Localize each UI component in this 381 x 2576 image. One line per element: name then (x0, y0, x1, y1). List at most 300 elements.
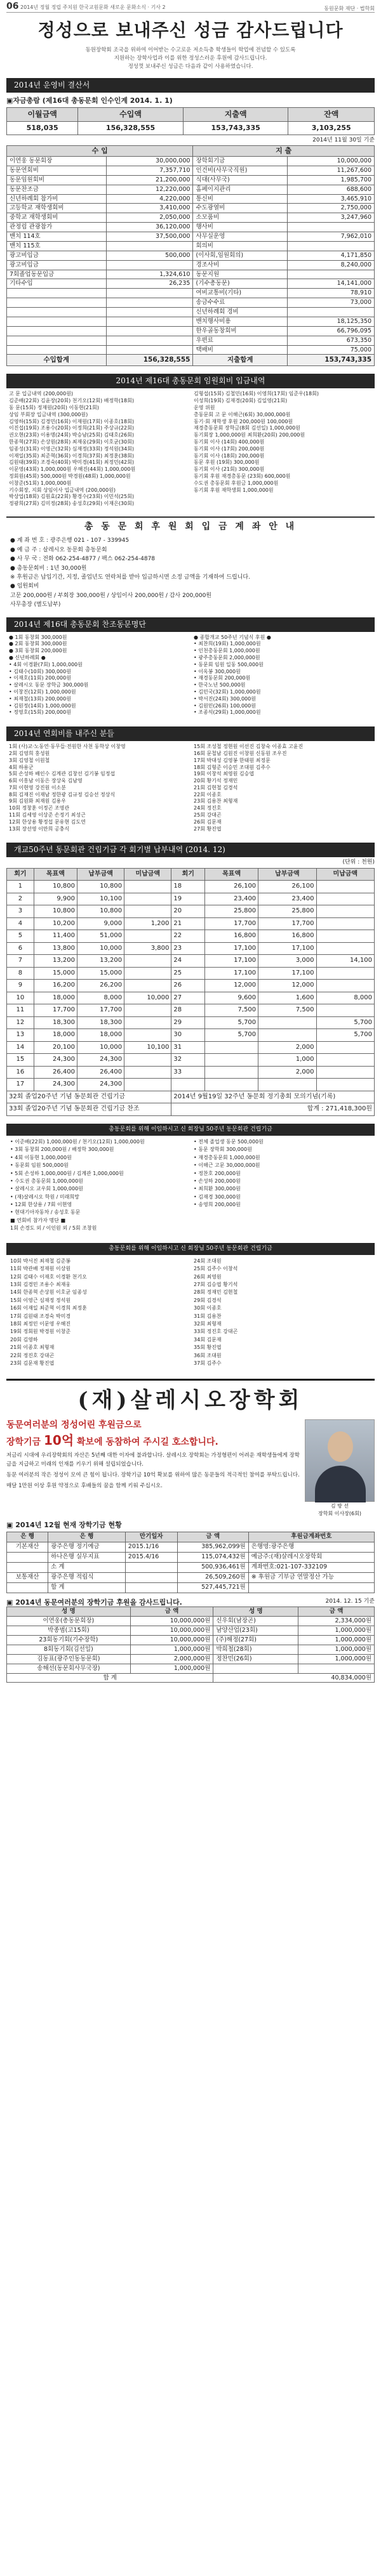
sponsor-line: • 이재호(11회) 200,000원 (9, 675, 71, 681)
donors-title: ▣ 2014년 동문여러분의 장학기금 후원을 감사드립니다. (6, 1598, 182, 1607)
member-line: 10회 정창훈 이정곤 조영관 (9, 805, 70, 812)
donors-header-row (7, 1607, 375, 1617)
salesian-paragraph: 매달 1만원 이상 후원 약정으로 후배들의 꿈을 함께 키워 주십시오. (6, 1482, 163, 1489)
table-cell: 2015.4/16 (125, 1552, 177, 1562)
table-cell (316, 942, 374, 955)
column-header: 은 행 (48, 1532, 126, 1542)
table-cell: 32 (171, 1054, 205, 1067)
sponsor-line: ● 종합개교 50주년 기념식 후원 ● (194, 634, 271, 640)
income-item: 7회졸업동문입금 (7, 270, 107, 279)
table-cell: 20,100 (34, 1041, 77, 1054)
table-cell: 10,200 (34, 917, 77, 930)
ledger-row (7, 270, 375, 279)
table-cell (205, 1054, 258, 1067)
officer-line: 박상업(18회) 김원효(22회) 황경수(23회) 이민석(25회) (9, 494, 134, 500)
ledger-row (7, 204, 375, 213)
income-amount (106, 317, 193, 326)
account-line: ● 임원회비 (10, 583, 39, 590)
table-cell (316, 1041, 374, 1054)
list-line: 12회 김태수 이재호 이경환 천기오 (10, 1273, 87, 1280)
ledger-row (7, 223, 375, 232)
member-line: 21회 김현철 김경석 (194, 784, 238, 791)
officer-line: 임종성(31회) 이영근(32회) 심재정(33회) 정석원(34회) (9, 445, 134, 452)
ledger-row (7, 213, 375, 223)
sponsor-line: • 한국노년 500,000원 (194, 682, 246, 688)
table-cell: 25,800 (205, 905, 258, 918)
salesian-lead (6, 1419, 300, 1450)
payment-header-row (7, 868, 375, 881)
settlement-subtitle: ▣자금총람 (제16대 총동문회 인수인계 2014. 1. 1) (6, 96, 173, 105)
payment-row (7, 1029, 375, 1042)
table-cell (316, 917, 374, 930)
ledger-row (7, 157, 375, 166)
table-cell (248, 1582, 374, 1593)
table-cell: 은행명:광주은행 (248, 1542, 374, 1552)
table-cell: 17,700 (34, 1004, 77, 1017)
scholarship-row (7, 1542, 375, 1552)
member-line: 8회 김재진 이재남 정한광 김규정 김승선 정상식 (9, 791, 116, 798)
payment-table (6, 868, 375, 1116)
expense-amount: 4,171,850 (288, 251, 375, 260)
table-cell (125, 1562, 177, 1572)
officer-line: 김영하(15회) 김경민(16회) 이재원(17회) 이종호(18회) (9, 418, 134, 424)
list-line: • 재경총동문회 1,000,000원 (194, 1154, 260, 1160)
expense-item: 송금수수료 (193, 298, 288, 308)
officer-line: 한종혁(27회) 손상원(28회) 최재웅(29회) 이호균(30회) (9, 438, 134, 445)
table-cell: 5 (7, 930, 34, 943)
list-line: 37회 김주수 (194, 1360, 222, 1366)
income-item (7, 289, 107, 298)
member-line: 22회 이종호 (194, 791, 222, 798)
salesian-paragraph: 동문 여러분의 작은 정성이 모여 큰 힘이 됩니다. 장학기금 10억 확보를 위하여 많은 동문들의 적극적인 참여를 부탁드립니다. (6, 1471, 300, 1478)
column-header: 성 명 (7, 1607, 131, 1617)
officer-line: 이성희(19회) 김재경(20회) 김일영(21회) (194, 398, 288, 404)
table-cell: 18,300 (34, 1016, 77, 1029)
sponsor-line: • 광주총동문회 2,000,000원 (194, 654, 260, 660)
header-left-text: 2014년 정월 정립 주치원 한국교원문화 새로운 문화소식 · 기사 2 (20, 4, 166, 10)
sponsor-line: • 살레시오 동문 장학금 300,000원 (9, 682, 89, 688)
donors-table (6, 1607, 375, 1683)
table-cell: 7 (7, 955, 34, 968)
table-cell: 8,000 (77, 992, 124, 1004)
scholarship-row (7, 1552, 375, 1562)
expense-amount: 11,267,600 (288, 166, 375, 175)
income-item (7, 326, 107, 336)
income-item: 광고비입금 (7, 260, 107, 270)
table-cell: 10,800 (77, 905, 124, 918)
table-cell: 13,200 (34, 955, 77, 968)
officer-line: 동기회장 1,000,000원 최희환(20회) 200,000원 (194, 432, 305, 438)
officer-line: 동기회 이사 (14회) 400,000원 (194, 438, 265, 445)
payment-row (7, 1079, 375, 1091)
payment-row (7, 942, 375, 955)
payment-row (7, 917, 375, 930)
scholarship-rows (7, 1542, 375, 1593)
list-line: • 12회 한상용 / 7회 이현영 (10, 1202, 72, 1208)
table-cell: (주)해정(27회) (213, 1636, 298, 1645)
table-cell: 8,000 (316, 992, 374, 1004)
list-line: 20회 김영하 (10, 1336, 38, 1343)
table-cell (124, 881, 171, 893)
table-cell (125, 1572, 177, 1582)
payment-row (7, 893, 375, 905)
member-line: 19회 이창석 최영원 김승엽 (194, 771, 255, 777)
officer-line: 동 문(15회) 정재원(20회) 이동현(21회) (9, 404, 99, 411)
table-cell: 24,300 (34, 1079, 77, 1091)
table-cell: 17,100 (258, 942, 316, 955)
income-amount: 30,000,000 (106, 157, 193, 166)
list-line: • 정찬호 200,000원 (194, 1170, 241, 1176)
table-cell: 385,962,099원 (177, 1542, 248, 1552)
table-cell: 17,700 (205, 917, 258, 930)
table-cell (124, 905, 171, 918)
member-line: 27회 황진엽 (194, 825, 222, 832)
member-line: 16회 문철남 김원진 이창원 신동원 조우진 (194, 750, 287, 756)
table-cell (124, 1054, 171, 1067)
table-cell: 15,000 (34, 967, 77, 980)
income-item: 중학교 재학생회비 (7, 213, 107, 223)
expense-item: 수도광열비 (193, 204, 288, 213)
table-cell: 12 (7, 1016, 34, 1029)
list-a-right (194, 1138, 371, 1233)
income-header: 수 입 (7, 146, 193, 157)
list-line: 18회 최정민 이문영 우해진 (10, 1321, 71, 1327)
table-cell: 10,000,000원 (130, 1626, 213, 1636)
ledger-row (7, 185, 375, 194)
payment-row (7, 1066, 375, 1079)
expense-item: 신년하례회 경비 (193, 308, 288, 317)
table-cell: 20 (171, 905, 205, 918)
income-total-label: 수입합계 (7, 355, 107, 366)
column-header: 금 액 (177, 1532, 248, 1542)
income-item (7, 298, 107, 308)
salesian-lead-line: 동문여러분의 정성어린 후원금으로 (6, 1419, 142, 1430)
payment-row (7, 1041, 375, 1054)
table-cell: 5,700 (205, 1029, 258, 1042)
sponsor-line: • 김태수(10회) 300,000원 (9, 668, 71, 674)
expense-amount: 66,796,095 (288, 326, 375, 336)
list-line: • 수도권 총동문회 1,000,000원 (10, 1178, 83, 1184)
summary-value: 153,743,335 (183, 122, 288, 135)
table-cell: 박희철(28회) (213, 1645, 298, 1654)
officers-title: 2014년 제16대 총동문회 임원회비 입금내역 (6, 374, 375, 388)
income-amount: 3,410,000 (106, 204, 193, 213)
officer-line: 운영 위원 (194, 404, 215, 411)
portrait-caption: 김 방 선 (330, 1502, 349, 1509)
column-header: 만기일자 (125, 1532, 177, 1542)
member-line: 25회 강대곤 (194, 812, 222, 818)
expense-header: 지 출 (193, 146, 375, 157)
scholarship-row (7, 1582, 375, 1593)
expense-item: 경조사비 (193, 260, 288, 270)
table-cell: 합 계 (48, 1582, 126, 1593)
expense-item: (기수총동문) (193, 279, 288, 289)
payment-footnote: 32회 졸업20주년 기념 동문회관 건립기금 (7, 1091, 171, 1103)
table-cell: 7,500 (258, 1004, 316, 1017)
list-line: • 동문 장학회 300,000원 (194, 1147, 252, 1153)
table-cell: 17,100 (205, 967, 258, 980)
table-cell (205, 1041, 258, 1054)
column-header: 은 행 (7, 1532, 48, 1542)
column-header: 미납금액 (316, 868, 374, 881)
officer-line: 동기회 이사 (17회) 200,000원 (194, 445, 265, 452)
table-cell (258, 1016, 316, 1029)
table-cell (124, 930, 171, 943)
column-header: 금 액 (298, 1607, 375, 1617)
table-cell (258, 1029, 316, 1042)
sponsors-title: 2014년 제16대 총동문회 찬조동문명단 (6, 617, 375, 632)
income-amount (106, 326, 193, 336)
table-cell (316, 930, 374, 943)
table-cell: 17,100 (205, 942, 258, 955)
table-cell: 527,445,721원 (177, 1582, 248, 1593)
table-cell (124, 967, 171, 980)
table-cell: 29 (171, 1016, 205, 1029)
ledger-row (7, 260, 375, 270)
list-line: • 동문회 임원 500,000원 (10, 1162, 69, 1169)
table-cell: 18 (171, 881, 205, 893)
scholarship-row (7, 1572, 375, 1582)
lead-part: 장학기금 (6, 1437, 44, 1448)
officer-line: 동기회 후원 재경총동문 (23회) 600,000원 (194, 473, 291, 479)
table-cell (258, 1079, 316, 1091)
table-cell: 23회동기회(기수장학) (7, 1636, 131, 1645)
table-cell: 김동표(광주인동동문회) (7, 1654, 131, 1664)
sponsor-line: • 이창진(12회) 1,000,000원 (9, 688, 76, 695)
column-header: 회기 (7, 868, 34, 881)
table-cell: 14 (7, 1041, 34, 1054)
list-line: 11회 박관배 정재원 이상원 (10, 1266, 71, 1272)
payment-row (7, 930, 375, 943)
list-b-right (194, 1258, 371, 1367)
table-cell: 2,000 (258, 1066, 316, 1079)
table-cell: 신우회(남장곤) (213, 1617, 298, 1626)
table-cell: 1,000,000원 (298, 1626, 375, 1636)
list-a-title: 총동문회를 위해 이임하시고 신 회장님 50주년 동문회관 건립기금 (6, 1124, 375, 1136)
salesian-paragraph: 저금리 시대에 우리장학회의 자산은 5년째 대한 이자에 불과합니다. 살레시오 장학회는 가정형편이 어려운 재학생들에게 장학금을 지급하고 미래의 인재를 키우기 위해 설립되었습니다. (6, 1452, 300, 1468)
table-cell: 8회동기회(김선일) (7, 1645, 131, 1654)
scholarship-title: ▣ 2014년 12월 현재 장학기금 현황 (6, 1520, 122, 1529)
column-header: 납부금액 (258, 868, 316, 881)
table-cell: 1,000 (258, 1054, 316, 1067)
list-line: • 이준배(22회) 1,000,000원 / 천기오(12회) 1,000,000원 (10, 1138, 145, 1145)
table-cell (7, 1552, 48, 1562)
income-amount: 21,200,000 (106, 175, 193, 185)
portrait-caption-role: 장학회 이사장(6회) (318, 1510, 361, 1516)
table-cell: 26,400 (77, 1066, 124, 1079)
officer-line: 김준배(22회) 김윤장(20회) 천기오(12회) 배정학(18회) (9, 398, 134, 404)
table-cell: 26,100 (258, 881, 316, 893)
account-line: ● 사 무 국 : 전화 062-254-4877 / 팩스 062-254-4878 (10, 556, 156, 563)
table-cell: 17,700 (77, 1004, 124, 1017)
member-line: 12회 한상용 황정섭 문유현 김도연 (9, 818, 86, 825)
ledger-total-row (7, 355, 375, 366)
table-cell: 이연웅(총동문회장) (7, 1617, 131, 1626)
table-cell (124, 980, 171, 992)
summary-value: 156,328,555 (78, 122, 184, 135)
account-title: 총 동 문 회 후 원 회 입 금 계 좌 안 내 (84, 521, 297, 532)
list-line: 36회 조대원 (194, 1352, 222, 1358)
payment-row (7, 955, 375, 968)
table-cell: 송해선(동문회사무국장) (7, 1664, 131, 1673)
income-item: 기타수입 (7, 279, 107, 289)
table-cell: 13 (7, 1029, 34, 1042)
income-item: 고등학교 재학생회비 (7, 204, 107, 213)
donors-date: 2014. 12. 15 기준 (325, 1598, 375, 1605)
table-cell: 10,100 (124, 1041, 171, 1054)
expense-item: 식대(사무국) (193, 175, 288, 185)
donors-total-value: 40,834,000원 (213, 1673, 375, 1683)
list-b-title: 총동문회를 위해 이임하시고 신 회장님 50주년 동문회관 건립기금 (6, 1243, 375, 1255)
lead-highlight: 10억 (43, 1433, 74, 1449)
table-cell: 31 (171, 1041, 205, 1054)
donors-rows (7, 1617, 375, 1673)
ledger-row (7, 326, 375, 336)
list-line: 35회 황진엽 (194, 1344, 222, 1351)
officer-line: 정광희(27회) 김미정(28회) 송성호(29회) 이재은(30회) (9, 501, 134, 507)
officer-line: 김형섭(15회) 김철민(16회) 이영희(17회) 임준우(18회) (194, 391, 319, 397)
table-cell: 9,600 (205, 992, 258, 1004)
payment-row (7, 980, 375, 992)
table-cell (125, 1582, 177, 1593)
table-cell: ※ 후원금 기부금 연말정산 가능 (248, 1572, 374, 1582)
members-left (9, 744, 187, 832)
table-cell: 10,000 (124, 992, 171, 1004)
ledger-row (7, 317, 375, 326)
list-line: 13회 김경민 조용수 최재웅 (10, 1282, 71, 1288)
page-number: 06 (6, 1, 19, 11)
list-line: • 현대기아자동차 / 송성호 동문 (10, 1209, 81, 1216)
column-header: 목표액 (205, 868, 258, 881)
income-amount: 7,357,710 (106, 166, 193, 175)
table-cell: 19 (171, 893, 205, 905)
expense-total-label: 지출합계 (193, 355, 288, 366)
column-header: 목표액 (34, 868, 77, 881)
list-line: • 김재경 300,000원 (194, 1193, 241, 1200)
intro-line: 동원장학회 조국을 위하여 이어받는 수고로운 저소득층 학생들이 학업에 전념할 수 있도록 (85, 47, 296, 53)
member-line: 7회 이현영 강진원 이소분 (9, 784, 66, 791)
table-cell: 25,800 (258, 905, 316, 918)
table-cell: 28 (171, 1004, 205, 1017)
donor-row (7, 1636, 375, 1645)
payment-row (7, 1054, 375, 1067)
table-cell: 26,509,260원 (177, 1572, 248, 1582)
member-line: 1회 (사)교·노동연·동무들·전원한 사천 동학상 이창영 (9, 744, 126, 750)
list-line: • (재)살레시오 학원 / 미래희망 (10, 1193, 79, 1200)
table-cell: 13,800 (34, 942, 77, 955)
ledger-row (7, 308, 375, 317)
officer-line: 이재일(35회) 최준혁(36회) 이경희(37회) 최정훈(38회) (9, 452, 134, 459)
income-item (7, 308, 107, 317)
expense-amount: 75,000 (288, 345, 375, 355)
table-cell: 17,100 (258, 967, 316, 980)
sponsor-line: • 조종석(29회) 1,000,000원 (194, 709, 261, 716)
table-cell: 11,400 (34, 930, 77, 943)
table-cell: 2,000,000원 (130, 1654, 213, 1664)
expense-amount: 673,350 (288, 336, 375, 345)
ledger-date: 2014년 11월 30일 기준 (312, 136, 375, 143)
income-item: 동문찬조금 (7, 185, 107, 194)
expense-item: 여비교통비(기타) (193, 289, 288, 298)
table-cell: 1,000,000원 (298, 1654, 375, 1664)
table-cell: 광주은행 정기예금 (48, 1542, 126, 1552)
table-cell: 26,400 (34, 1066, 77, 1079)
expense-total-value: 153,743,335 (288, 355, 375, 366)
column-header: 미납금액 (124, 868, 171, 881)
table-cell: 24 (171, 955, 205, 968)
table-cell: 10,800 (77, 881, 124, 893)
scholarship-table (6, 1532, 375, 1593)
list-line: 25회 김주수 이창석 (194, 1266, 238, 1272)
list-line: ■ 연회비 참가자 명단 ■ (10, 1217, 66, 1223)
intro-text (6, 46, 375, 70)
expense-item: 택배비 (193, 345, 288, 355)
table-cell: 예금주:(재)살레시오장학회 (248, 1552, 374, 1562)
table-cell: 1,600 (258, 992, 316, 1004)
table-cell: 10,100 (77, 893, 124, 905)
table-cell (124, 1066, 171, 1079)
table-cell: 1,000,000원 (298, 1645, 375, 1654)
member-line: 11회 김세영 이상준 손정기 최성근 (9, 812, 86, 818)
list-line: 30회 이종호 (194, 1305, 222, 1311)
income-item: 밴치 114호 (7, 232, 107, 242)
member-line: 4회 하용군 (9, 764, 34, 770)
account-line: 고문 200,000원 / 부회장 300,000원 / 상임이사 200,000원 / 감사 200,000원 (10, 592, 211, 599)
expense-item: 홈페이지관리 (193, 185, 288, 194)
summary-header: 수입액 (78, 108, 184, 122)
income-amount: 26,235 (106, 279, 193, 289)
expense-amount (288, 223, 375, 232)
expense-item: 행사비 (193, 223, 288, 232)
table-cell: 5,700 (205, 1016, 258, 1029)
salesian-body (6, 1419, 375, 1517)
table-cell: 9,000 (77, 917, 124, 930)
members-right (194, 744, 372, 832)
table-cell: 23 (171, 942, 205, 955)
thanks-banner (6, 19, 375, 70)
expense-amount: 3,247,960 (288, 213, 375, 223)
expense-item: 사무실운영 (193, 232, 288, 242)
income-amount (106, 289, 193, 298)
income-amount (106, 336, 193, 345)
officer-line: 동기회 이사 (18회) 200,000원 (194, 452, 265, 459)
list-line: 1회 손경도 외 / 이인원 외 / 5회 조창원 (10, 1225, 97, 1232)
payment-row (7, 967, 375, 980)
member-line: 13회 장선영 이만희 공충식 (9, 825, 70, 832)
member-line: 5회 손성하 배인수 김계관 김창선 김기봉 임정섭 (9, 771, 116, 777)
officers-block (6, 388, 375, 510)
ledger-row (7, 232, 375, 242)
payment-row (7, 881, 375, 893)
income-amount (106, 260, 193, 270)
expense-item: 장학회기금 (193, 157, 288, 166)
table-cell: 계좌번호:021-107-332109 (248, 1562, 374, 1572)
table-cell (316, 881, 374, 893)
table-cell: 하나은행 실무지표 (48, 1552, 126, 1562)
table-cell (7, 1562, 48, 1572)
sponsor-line: • 이옥봉 300,000원 (194, 668, 241, 674)
table-cell: 500,936,461원 (177, 1562, 248, 1572)
table-cell (316, 967, 374, 980)
sponsor-line: • 동문회 임원 일동 500,000원 (194, 661, 264, 667)
officer-line: 고 문 입금내역 (200,000원) (9, 391, 74, 397)
sponsor-line: • 김민국(32회) 1,000,000원 (194, 688, 261, 695)
table-cell: 14,100 (316, 955, 374, 968)
table-cell: 7,500 (205, 1004, 258, 1017)
income-amount (106, 345, 193, 355)
list-line: • 손성하 200,000원 (194, 1178, 241, 1184)
account-line: ● 예 금 주 : 살레시오 동문회 총동문회 (10, 546, 107, 553)
